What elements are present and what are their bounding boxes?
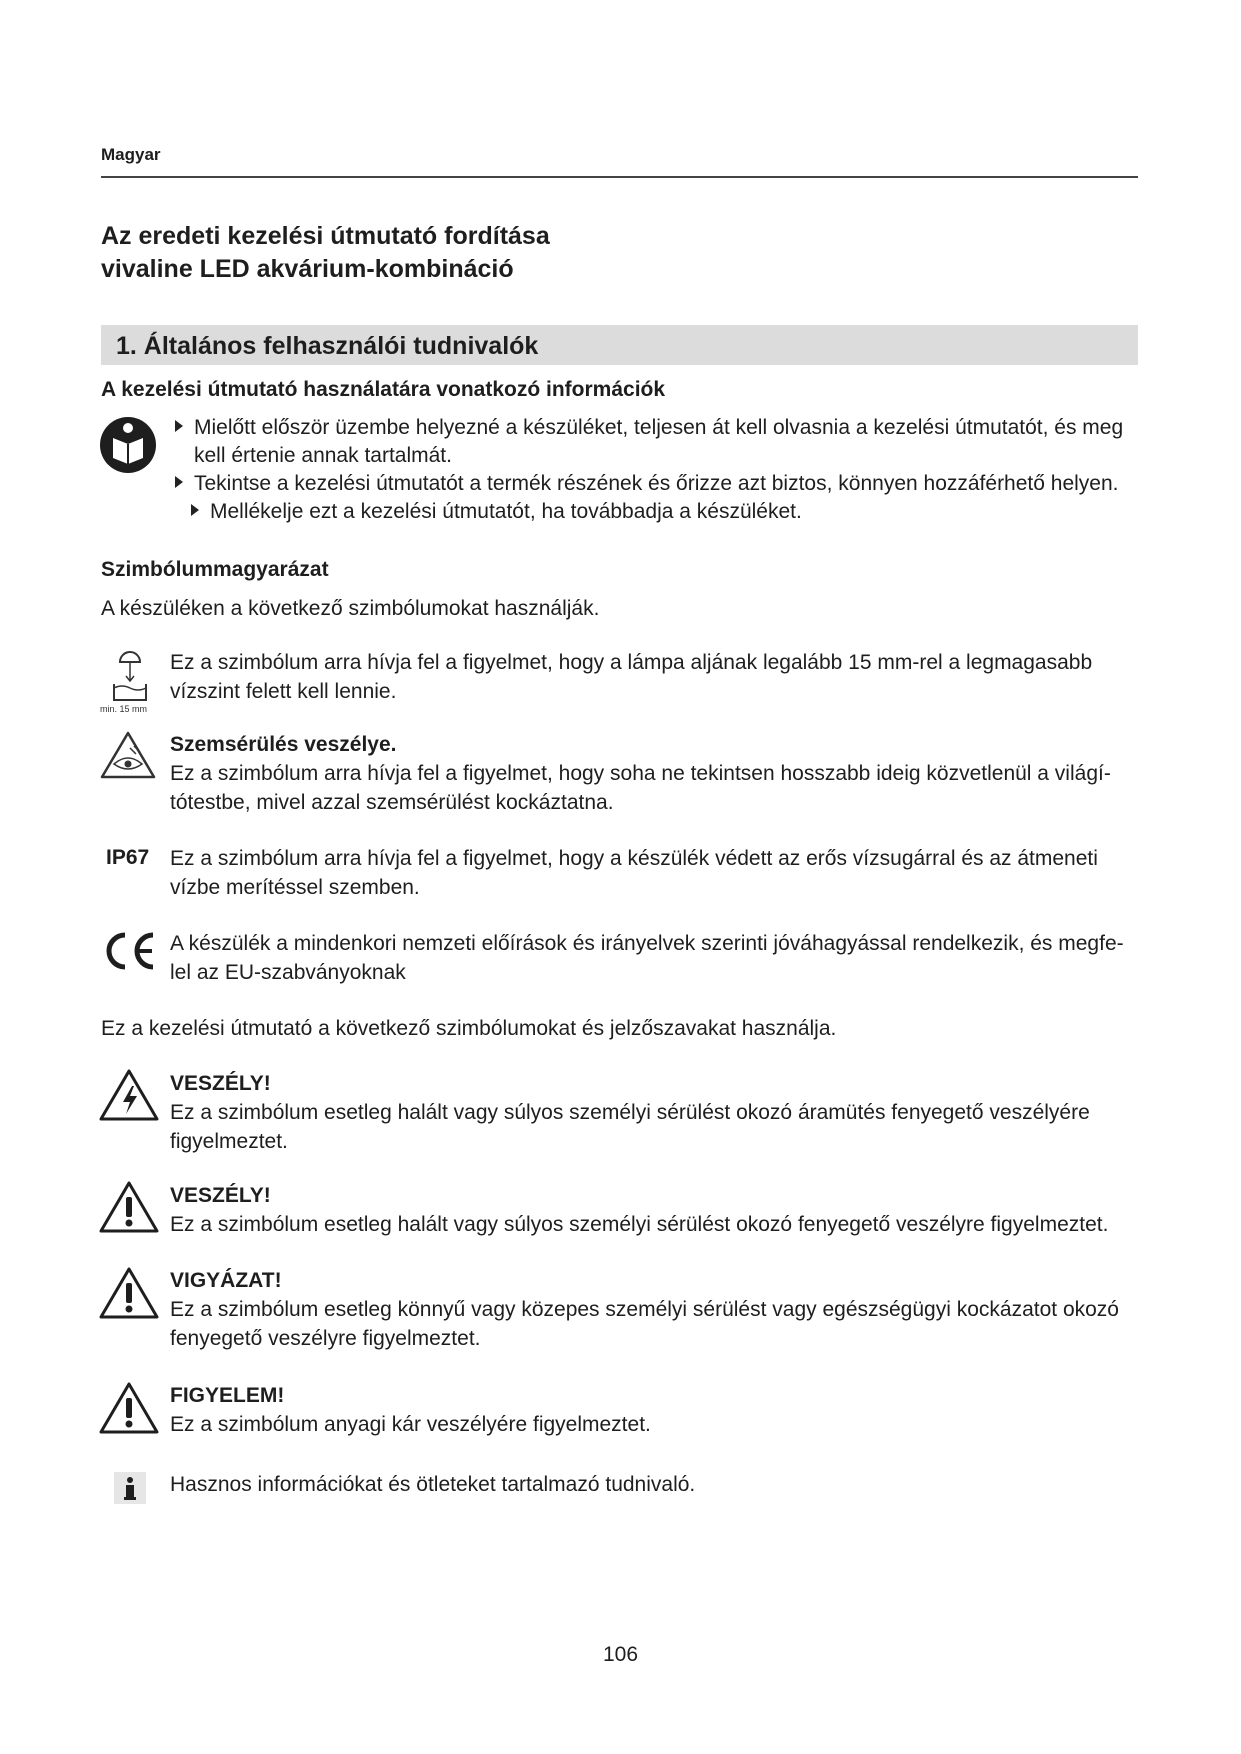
info-icon <box>114 1472 146 1504</box>
symbols-intro: A készüléken a következő szimbólumokat használják. <box>101 597 600 620</box>
danger-description: VESZÉLY! Ez a szimbólum esetleg halált vagy súlyos személyi sérülést okozó fenyegető veszélyre figyelmeztet. <box>170 1184 1109 1236</box>
list-item: Mellékelje ezt a kezelési útmutatót, ha továbbadja a készüléket. <box>191 498 802 526</box>
symbols-heading: Szimbólummagyarázat <box>101 558 329 581</box>
list-item: Mielőtt először üzembe helyezné a készüléket, teljesen át kell olvasnia a kezelési útmutatót, és meg <box>175 414 1123 442</box>
title-line-1: Az eredeti kezelési útmutató fordítása <box>101 222 550 250</box>
header-rule <box>101 176 1138 178</box>
caution-warning-icon <box>99 1266 159 1320</box>
header-language: Magyar <box>101 145 161 164</box>
bullet-marker <box>175 420 183 432</box>
manual-info-heading: A kezelési útmutató használatára vonatkozó információk <box>101 378 666 401</box>
read-manual-icon <box>99 416 157 474</box>
info-description: Hasznos információkat és ötleteket tartalmazó tudnivaló. <box>170 1473 696 1496</box>
lamp-height-label: min. 15 mm <box>100 704 148 714</box>
bullet-marker <box>175 476 183 488</box>
ip67-code: IP67 <box>106 846 150 869</box>
eye-injury-warning-icon <box>100 730 156 780</box>
electric-shock-warning-icon <box>99 1068 159 1122</box>
page-number: 106 <box>602 1643 639 1666</box>
list-item: Tekintse a kezelési útmutatót a termék részének és őrizze azt biztos, könnyen hozzáférhető helyen. <box>175 470 1118 498</box>
title-line-2: vivaline LED akvárium-kombináció <box>101 255 514 283</box>
danger-electric-description: VESZÉLY! Ez a szimbólum esetleg halált vagy súlyos személyi sérülést okozó áramütés fenyegető veszélyére figyelmeztet. <box>170 1072 1090 1153</box>
lamp-height-icon <box>110 650 150 704</box>
ip67-description: Ez a szimbólum arra hívja fel a figyelmet, hogy a készülék védett az erős vízsugárral és az átmeneti vízbe merítéssel szemben. <box>170 847 1098 899</box>
ce-mark-icon <box>101 931 157 971</box>
eye-injury-description: Szemsérülés veszélye. Ez a szimbólum arra hívja fel a figyelmet, hogy soha ne tekintsen hosszabb ideig közvetlenül a világí- tótestbe, mivel azzal szemsérülést kockáztatna. <box>170 733 1111 814</box>
danger-warning-icon <box>99 1180 159 1234</box>
ce-description: A készülék a mindenkori nemzeti előírások és irányelvek szerinti jóváhagyással rendelkezik, és megfe- lel az EU-szabványoknak <box>170 932 1124 984</box>
signal-words-intro: Ez a kezelési útmutató a következő szimbólumokat és jelzőszavakat használja. <box>101 1017 837 1040</box>
bullet-marker <box>191 504 199 516</box>
list-item-continuation: kell értenie annak tartalmát. <box>194 444 452 467</box>
lamp-height-description: Ez a szimbólum arra hívja fel a figyelmet, hogy a lámpa aljának legalább 15 mm-rel a legmagasabb vízszint felett kell lennie. <box>170 651 1093 703</box>
document-title <box>101 220 550 286</box>
caution-description: VIGYÁZAT! Ez a szimbólum esetleg könnyű vagy közepes személyi sérülést vagy egészségügyi kockázatot okozó fenyegető veszélyre figyelmeztet. <box>170 1269 1119 1350</box>
notice-description: FIGYELEM! Ez a szimbólum anyagi kár veszélyére figyelmeztet. <box>170 1384 651 1436</box>
notice-warning-icon <box>99 1381 159 1435</box>
section-heading: 1. Általános felhasználói tudnivalók <box>116 332 539 360</box>
